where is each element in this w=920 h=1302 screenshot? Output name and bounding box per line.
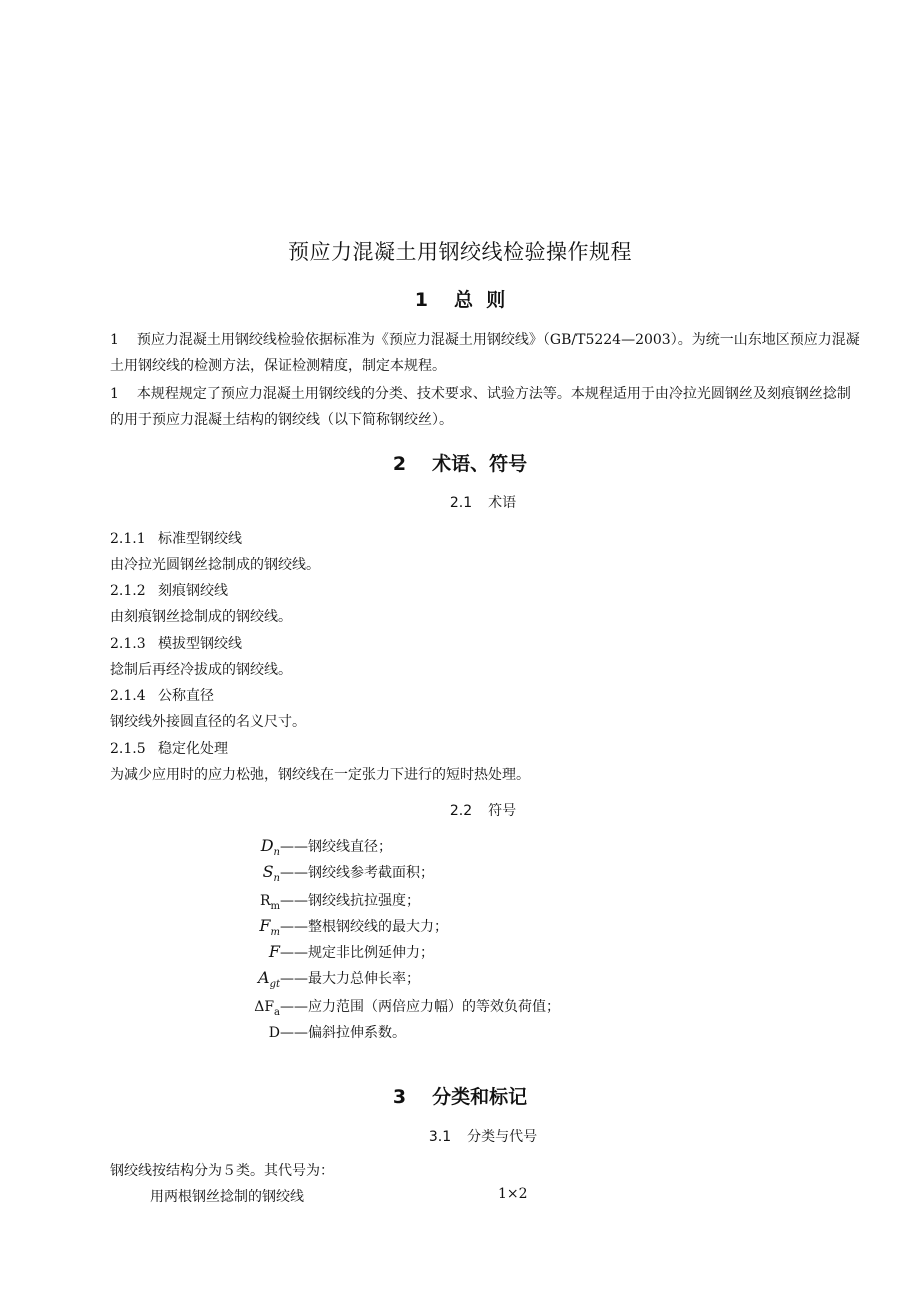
symbol-dash: —— xyxy=(280,1025,308,1041)
section-title: 分类和标记 xyxy=(432,1086,528,1108)
paragraph-number: 1 xyxy=(110,386,119,402)
term-definition: 捻制后再经冷拔成的钢绞线。 xyxy=(110,662,292,678)
symbol-row xyxy=(242,836,392,858)
classification-code: 1×2 xyxy=(498,1186,528,1202)
symbol-description: 钢绞线参考截面积； xyxy=(308,865,434,881)
symbol-base: $S_n$ xyxy=(262,862,280,885)
subsection-2-1-heading xyxy=(0,492,920,512)
section-number: 2 xyxy=(392,453,407,475)
term-code: 2.1.3 xyxy=(110,636,146,652)
subsection-number: 2.1 xyxy=(449,495,473,511)
subsection-title: 符号 xyxy=(488,803,517,819)
subsection-3-1-heading xyxy=(0,1126,920,1146)
subsection-2-2-heading xyxy=(0,800,920,820)
subsection-number: 3.1 xyxy=(428,1129,452,1145)
symbol-dash: —— xyxy=(280,999,308,1015)
symbol-base: $F_m$ xyxy=(259,916,280,939)
classification-label: 用两根钢丝捻制的钢绞线 xyxy=(150,1189,304,1205)
term-name: 稳定化处理 xyxy=(158,741,228,757)
term-definition: 由刻痕钢丝捻制成的钢绞线。 xyxy=(110,609,292,625)
symbol-row xyxy=(242,916,448,938)
symbol-dash: —— xyxy=(280,971,308,987)
symbol-dash: —— xyxy=(280,839,308,855)
term-definition: 由冷拉光圆钢丝捻制成的钢绞线。 xyxy=(110,557,320,573)
symbol-base: F xyxy=(268,942,280,961)
symbol-row xyxy=(242,942,434,964)
paragraph-basis xyxy=(110,327,860,379)
symbol-description: 应力范围（两倍应力幅）的等效负荷值； xyxy=(308,999,560,1015)
symbol-description: 最大力总伸长率； xyxy=(308,971,420,987)
term-code: 2.1.5 xyxy=(110,741,146,757)
symbol-dash: —— xyxy=(280,945,308,961)
term-definition: 钢绞线外接圆直径的名义尺寸。 xyxy=(110,714,306,730)
subsection-title: 术语 xyxy=(488,495,517,511)
subsection-number: 2.2 xyxy=(449,803,473,819)
symbol-dash: —— xyxy=(280,919,308,935)
symbol-row xyxy=(242,996,560,1018)
symbol-base: $\Delta F_a$ xyxy=(254,999,280,1018)
symbol-description: 偏斜拉伸系数。 xyxy=(308,1025,406,1041)
term-name: 标准型钢绞线 xyxy=(158,531,242,547)
section-number: 1 xyxy=(414,289,428,311)
section-number: 3 xyxy=(392,1086,407,1108)
symbol-base: $D_n$ xyxy=(260,836,280,859)
subsection-title: 分类与代号 xyxy=(467,1129,538,1145)
term-name: 刻痕钢绞线 xyxy=(158,583,228,599)
symbol-row xyxy=(242,1022,406,1044)
symbol-description: 钢绞线直径； xyxy=(308,839,392,855)
symbol-base: $R_m$ xyxy=(259,893,280,912)
section-1-heading xyxy=(0,285,920,312)
term-code: 2.1.1 xyxy=(110,531,146,547)
term-heading xyxy=(110,685,214,705)
term-heading xyxy=(110,528,242,548)
symbol-row xyxy=(242,862,434,884)
term-name: 模拔型钢绞线 xyxy=(158,636,242,652)
symbol-dash: —— xyxy=(280,893,308,909)
term-heading xyxy=(110,633,242,653)
term-heading xyxy=(110,738,228,758)
paragraph-text: 预应力混凝土用钢绞线检验依据标准为《预应力混凝土用钢绞线》（GB/T5224—2003）。为统一山东地区预应力混凝土用钢绞线的检测方法，保证检测精度，制定本规程。 xyxy=(110,332,860,374)
symbol-description: 整根钢绞线的最大力； xyxy=(308,919,448,935)
symbol-base: $A_{gt}$ xyxy=(258,968,280,991)
symbol-description: 钢绞线抗拉强度； xyxy=(308,893,420,909)
symbol-base: D xyxy=(268,1025,280,1041)
section-title: 总 则 xyxy=(454,289,506,311)
section-3-heading xyxy=(0,1082,920,1109)
section-title: 术语、符号 xyxy=(432,453,528,475)
section-2-heading xyxy=(0,449,920,476)
term-name: 公称直径 xyxy=(158,688,214,704)
term-code: 2.1.4 xyxy=(110,688,146,704)
classification-intro: 钢绞线按结构分为５类。其代号为： xyxy=(110,1163,334,1179)
term-code: 2.1.2 xyxy=(110,583,146,599)
term-definition: 为减少应用时的应力松弛，钢绞线在一定张力下进行的短时热处理。 xyxy=(110,767,530,783)
document-title: 预应力混凝土用钢绞线检验操作规程 xyxy=(288,240,632,264)
paragraph-number: 1 xyxy=(110,332,119,348)
symbol-row xyxy=(242,968,420,990)
symbol-description: 规定非比例延伸力； xyxy=(308,945,434,961)
paragraph-scope xyxy=(110,381,860,433)
symbol-dash: —— xyxy=(280,865,308,881)
paragraph-text: 本规程规定了预应力混凝土用钢绞线的分类、技术要求、试验方法等。本规程适用于由冷拉光圆钢丝及刻痕钢丝捻制的用于预应力混凝土结构的钢绞线（以下简称钢绞丝）。 xyxy=(110,386,851,428)
symbol-row xyxy=(242,890,420,912)
term-heading xyxy=(110,580,228,600)
